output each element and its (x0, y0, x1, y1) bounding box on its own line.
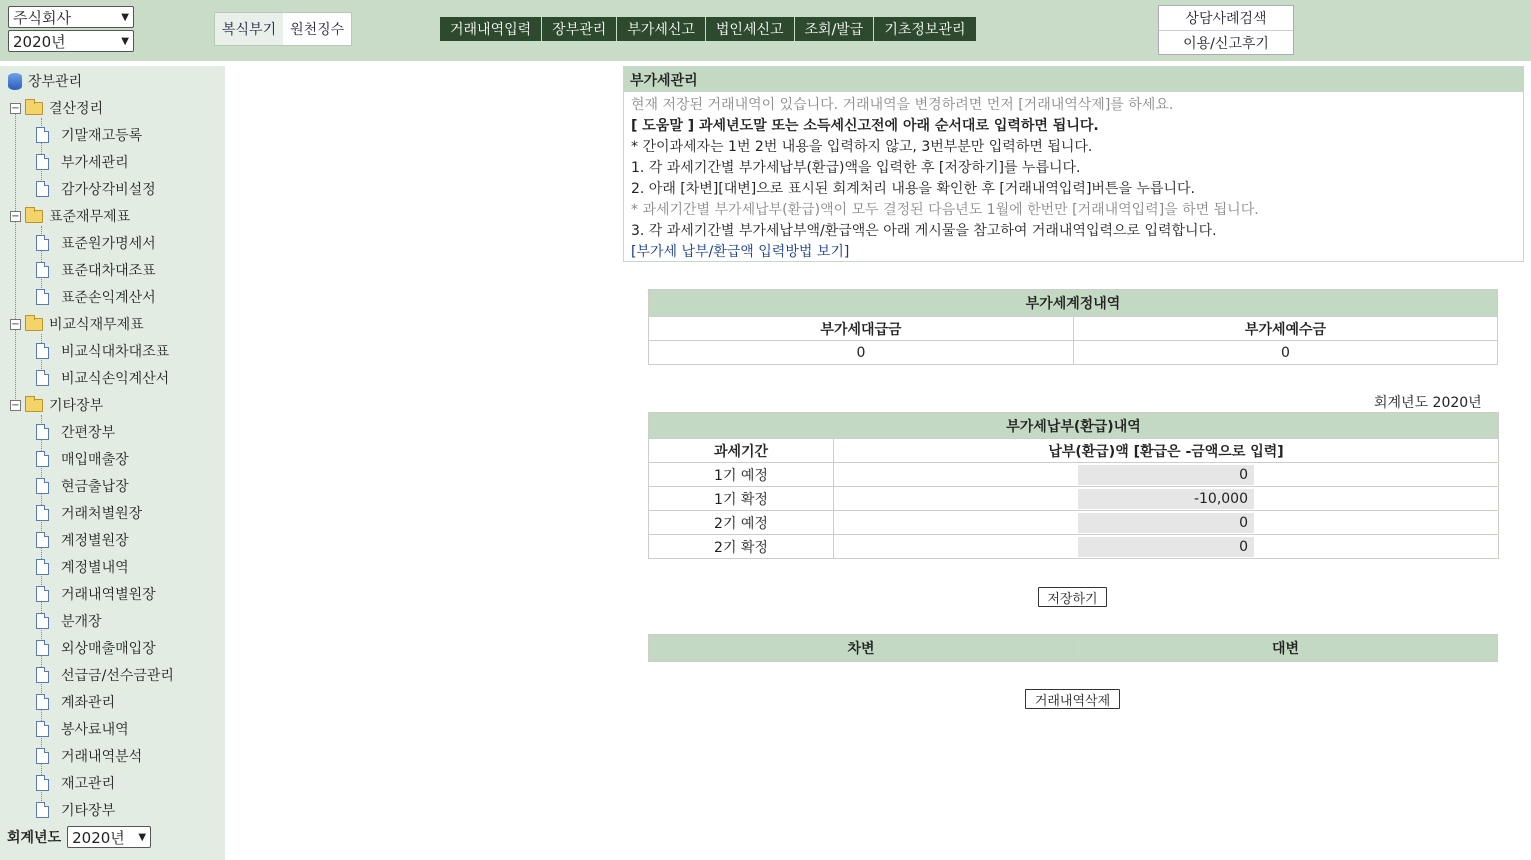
tree-item-label: 기타장부 (61, 803, 116, 819)
fiscal-year-text: 회계년도 2020년 (1374, 395, 1482, 411)
collapse-icon[interactable]: − (11, 399, 20, 411)
help-line: 1. 각 과세기간별 부가세납부(환급)액을 입력한 후 [저장하기]를 누릅니다. (631, 159, 1081, 176)
period-cell: 2기 확정 (649, 535, 834, 559)
folder-icon (25, 399, 43, 412)
tree-item-income-statement[interactable] (36, 286, 156, 308)
tree-item-label: 부가세관리 (61, 155, 129, 171)
help-line: 2. 아래 [차변][대변]으로 표시된 회계처리 내용을 확인한 후 [거래내역입력]버튼을 누릅니다. (631, 180, 1195, 197)
tree-root-ledger[interactable] (8, 70, 82, 92)
document-icon (36, 424, 49, 440)
fiscal-year-label: 회계년도 (7, 830, 62, 846)
consult-search-link[interactable]: 상담사례검색 (1185, 11, 1267, 27)
tree-item-balance-sheet[interactable] (36, 259, 156, 281)
tree-line (15, 108, 16, 407)
page-title: 부가세관리 (624, 67, 1523, 92)
tree-folder-label: 결산정리 (49, 101, 104, 117)
help-line: * 간이과세자는 1번 2번 내용을 입력하지 않고, 3번부분만 입력하면 됩니다. (631, 138, 1093, 155)
tree-item-service-charge[interactable] (36, 718, 129, 740)
document-icon (36, 640, 49, 656)
document-icon (36, 748, 49, 764)
help-line: * 과세기간별 부가세납부(환급)액이 모두 결정된 다음년도 1월에 한번만 [거래내역입력]을 하면 됩니다. (631, 201, 1259, 218)
document-icon (36, 154, 49, 170)
menu-corporate-tax[interactable]: 법인세신고 (706, 17, 795, 41)
collapse-icon[interactable]: − (11, 210, 20, 222)
tab-withholding[interactable]: 원천징수 (283, 13, 351, 45)
delete-transactions-button[interactable]: 거래내역삭제 (1025, 689, 1120, 709)
table-row (649, 487, 1499, 511)
tree-item-label: 계정별내역 (61, 560, 129, 576)
table-row (649, 463, 1499, 487)
tree-item-label: 매입매출장 (61, 452, 129, 468)
tree-folder-other-ledgers[interactable] (10, 394, 103, 416)
document-icon (36, 721, 49, 737)
col-header-debit: 차변 (649, 635, 1074, 662)
year-select-value: 2020년 (13, 32, 66, 51)
tree-item-label: 봉사료내역 (61, 722, 129, 738)
document-icon (36, 775, 49, 791)
tree-item-account-ledger[interactable] (36, 529, 129, 551)
col-header-period: 과세기간 (649, 439, 834, 463)
tree-item-label: 계좌관리 (61, 695, 116, 711)
tree-item-transaction-analysis[interactable] (36, 745, 142, 767)
document-icon (36, 451, 49, 467)
document-icon (36, 802, 49, 818)
col-header-credit: 대변 (1074, 635, 1498, 662)
tree-item-label: 재고관리 (61, 776, 116, 792)
tree-folder-standard-fs[interactable] (10, 205, 130, 227)
tree-item-comparative-is[interactable] (36, 367, 169, 389)
tree-item-inventory[interactable] (36, 772, 115, 794)
tree-item-account-detail[interactable] (36, 556, 129, 578)
collapse-icon[interactable]: − (11, 102, 20, 114)
tree-root-label: 장부관리 (28, 74, 83, 90)
fiscal-year-select-value: 2020년 (72, 828, 125, 847)
vat-payment-title: 부가세납부(환급)내역 (649, 413, 1499, 439)
document-icon (36, 505, 49, 521)
document-icon (36, 262, 49, 278)
collapse-icon[interactable]: − (11, 318, 20, 330)
chevron-down-icon: ▼ (121, 11, 129, 23)
help-panel (623, 66, 1524, 262)
amount-input[interactable]: -10,000 (1078, 489, 1254, 509)
tree-item-purchase-sales[interactable] (36, 448, 129, 470)
menu-basic-info[interactable]: 기초정보관리 (874, 17, 976, 41)
document-icon (36, 559, 49, 575)
tree-item-accounts[interactable] (36, 691, 115, 713)
tree-item-simple-ledger[interactable] (36, 421, 115, 443)
tree-item-receivables[interactable] (36, 637, 156, 659)
tree-item-label: 거래내역분석 (61, 749, 143, 765)
tree-item-label: 비교식대차대조표 (61, 344, 170, 360)
document-icon (36, 478, 49, 494)
amount-cell (834, 535, 1499, 559)
tree-item-advances[interactable] (36, 664, 174, 686)
save-button[interactable]: 저장하기 (1038, 587, 1107, 607)
vat-account-title: 부가세계정내역 (649, 290, 1498, 317)
menu-inquiry-issue[interactable]: 조회/발급 (795, 17, 875, 41)
tree-item-label: 거래처별원장 (61, 506, 143, 522)
help-heading: [ 도움말 ] 과세년도말 또는 소득세신고전에 아래 순서대로 입력하면 됩니다. (631, 117, 1099, 134)
table-row (649, 535, 1499, 559)
document-icon (36, 370, 49, 386)
tree-folder-label: 기타장부 (49, 398, 104, 414)
vat-guide-link[interactable]: [부가세 납부/환급액 입력방법 보기] (631, 243, 850, 260)
document-icon (36, 532, 49, 548)
amount-cell (834, 511, 1499, 535)
vat-withheld-value: 0 (1074, 341, 1498, 365)
fiscal-year-select[interactable] (67, 826, 151, 848)
tree-folder-label: 표준재무제표 (49, 209, 131, 225)
menu-ledger-management[interactable]: 장부관리 (542, 17, 617, 41)
vat-payment-table (648, 412, 1499, 559)
menu-transaction-input[interactable]: 거래내역입력 (440, 17, 542, 41)
document-icon (36, 586, 49, 602)
document-icon (36, 343, 49, 359)
tree-item-label: 거래내역별원장 (61, 587, 156, 603)
col-header-vat-prepaid: 부가세대급금 (649, 317, 1074, 341)
amount-cell (834, 487, 1499, 511)
document-icon (36, 235, 49, 251)
tree-item-ending-inventory[interactable] (36, 124, 142, 146)
tree-item-label: 선급금/선수금관리 (61, 668, 174, 684)
document-icon (36, 694, 49, 710)
chevron-down-icon: ▼ (138, 831, 147, 843)
tree-item-depreciation[interactable] (36, 178, 156, 200)
journal-table (648, 634, 1498, 662)
sidebar (0, 66, 225, 860)
tree-item-comparative-bs[interactable] (36, 340, 169, 362)
tree-item-label: 표준손익계산서 (61, 290, 156, 306)
book-type-tabs (214, 12, 352, 46)
tree-item-label: 기말재고등록 (61, 128, 143, 144)
year-select[interactable] (8, 30, 134, 52)
document-icon (36, 613, 49, 629)
amount-input[interactable]: 0 (1078, 537, 1254, 557)
tree-item-cost-statement[interactable] (36, 232, 156, 254)
tree-item-label: 분개장 (61, 614, 102, 630)
tree-folder-closing[interactable] (10, 97, 103, 119)
col-header-amount: 납부(환급)액 [환급은 -금액으로 입력] (834, 439, 1499, 463)
tree-item-vendor-ledger[interactable] (36, 502, 142, 524)
folder-icon (25, 318, 43, 331)
tree-item-label: 표준대차대조표 (61, 263, 156, 279)
chevron-down-icon: ▼ (121, 35, 129, 47)
tree-item-transaction-ledger[interactable] (36, 583, 156, 605)
period-cell: 2기 예정 (649, 511, 834, 535)
table-row (649, 511, 1499, 535)
document-icon (36, 667, 49, 683)
tree-item-cashbook[interactable] (36, 475, 129, 497)
tree-item-journal[interactable] (36, 610, 102, 632)
right-links (1158, 5, 1294, 55)
main-menu (440, 17, 977, 41)
period-cell: 1기 확정 (649, 487, 834, 511)
tree-item-label: 현금출납장 (61, 479, 129, 495)
fiscal-year-row (7, 826, 151, 848)
folder-icon (25, 210, 43, 223)
top-bar (0, 0, 1531, 61)
vat-account-table (648, 289, 1498, 365)
tab-double-entry[interactable]: 복식부기 (215, 13, 283, 45)
database-icon (8, 73, 22, 90)
help-notice: 현재 저장된 거래내역이 있습니다. 거래내역을 변경하려면 먼저 [거래내역삭제]를 하세요. (631, 96, 1174, 113)
menu-vat-report[interactable]: 부가세신고 (617, 17, 706, 41)
tree-item-label: 비교식손익계산서 (61, 371, 170, 387)
reviews-link[interactable]: 이용/신고후기 (1159, 30, 1293, 54)
vat-prepaid-value: 0 (649, 341, 1074, 365)
tree-item-label: 간편장부 (61, 425, 116, 441)
tree-folder-comparative-fs[interactable] (10, 313, 144, 335)
tree-folder-label: 비교식재무제표 (49, 317, 144, 333)
tree-item-label: 계정별원장 (61, 533, 129, 549)
document-icon (36, 181, 49, 197)
document-icon (36, 289, 49, 305)
company-select[interactable] (8, 6, 134, 28)
tree-item-label: 외상매출매입장 (61, 641, 156, 657)
folder-icon (25, 102, 43, 115)
company-select-value: 주식회사 (13, 8, 71, 27)
tree-item-other-ledgers[interactable] (36, 799, 115, 821)
help-line: 3. 각 과세기간별 부가세납부액/환급액은 아래 게시물을 참고하여 거래내역입력으로 입력합니다. (631, 222, 1217, 239)
document-icon (36, 127, 49, 143)
amount-cell (834, 463, 1499, 487)
period-cell: 1기 예정 (649, 463, 834, 487)
tree-item-label: 표준원가명세서 (61, 236, 156, 252)
col-header-vat-withheld: 부가세예수금 (1074, 317, 1498, 341)
tree-item-vat-management[interactable] (36, 151, 129, 173)
tree-item-label: 감가상각비설정 (61, 182, 156, 198)
amount-input[interactable]: 0 (1078, 513, 1254, 533)
amount-input[interactable]: 0 (1078, 465, 1254, 485)
